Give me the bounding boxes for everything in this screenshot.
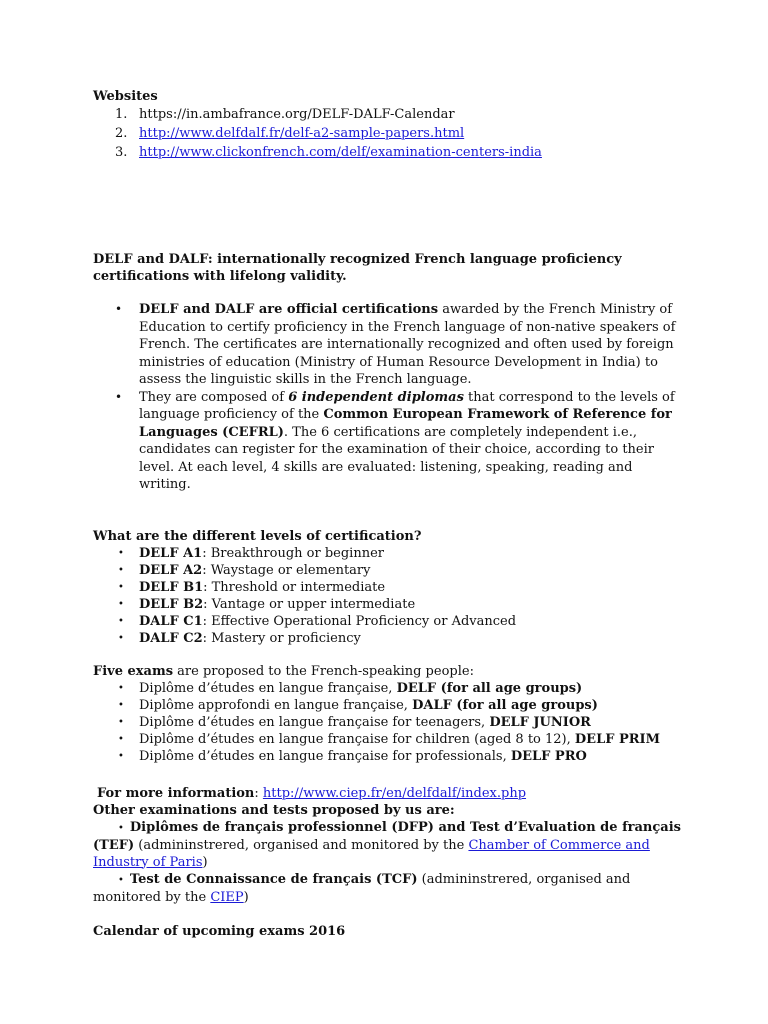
bullet-icon: • (118, 564, 124, 576)
exam-text: Diplôme d’études en langue française for children (aged 8 to 12), (139, 731, 575, 747)
clickonfrench-centers-link[interactable]: http://www.clickonfrench.com/delf/examination-centers-india (139, 145, 542, 160)
website-url-text: https://in.ambafrance.org/DELF-DALF-Calendar (139, 107, 455, 122)
list-item (93, 731, 683, 748)
level-code: DALF C1 (139, 613, 203, 629)
levels-list (93, 545, 683, 647)
official-text: awarded by the French Ministry of Education to certify proficiency in the French language of non-native speakers of French. The certificates are internationally recognized and often used by foreign ministries of education (Ministry of Human Resource Development in India) to assess the linguistic skills in the French language. (139, 302, 676, 387)
official-bold-text: DELF and DALF are official certifications (139, 302, 439, 317)
diplomas-text: . The 6 certifications are completely independent i.e., candidates can register for the examination of their choice, according to their level. At each level, 4 skills are evaluated: listening, speaking, reading and writing. (139, 424, 654, 492)
level-desc: : Effective Operational Proficiency or Advanced (202, 613, 517, 629)
exams-intro-text: are proposed to the French-speaking people: (173, 663, 474, 679)
exams-intro-bold: Five exams (93, 663, 174, 679)
exam-text: Diplôme d’études en langue française for teenagers, (139, 714, 490, 730)
list-item (93, 697, 683, 714)
level-code: DELF A1 (139, 545, 203, 561)
level-desc: : Waystage or elementary (202, 562, 371, 578)
list-number: 2. (115, 126, 128, 141)
other-exams-heading: Other examinations and tests proposed by us are: (93, 802, 455, 818)
bullet-icon: • (118, 750, 124, 762)
list-item (93, 105, 683, 124)
level-code: DELF A2 (139, 562, 203, 578)
official-certifications-list (93, 301, 683, 494)
tcf-close: ) (243, 889, 249, 905)
tcf-text: (admininstrered, organised and monitored by the (93, 871, 631, 905)
level-desc: : Breakthrough or beginner (202, 545, 384, 561)
bullet-icon: • (118, 632, 124, 644)
list-item (93, 545, 683, 562)
list-item (93, 579, 683, 596)
cefrl-bold-text: Common European Framework of Reference for Languages (CEFRL) (139, 407, 672, 440)
bullet-icon: • (118, 581, 124, 593)
ciep-delfdalf-link[interactable]: http://www.ciep.fr/en/delfdalf/index.php (262, 785, 527, 801)
list-item (93, 714, 683, 731)
more-info-colon: : (254, 785, 263, 801)
bullet-icon: • (115, 389, 123, 404)
level-code: DELF B1 (139, 579, 204, 595)
tcf-bold: Test de Connaissance de français (TCF) (129, 871, 418, 887)
exam-code: DALF (for all age groups) (412, 697, 598, 713)
delfdalf-sample-papers-link[interactable]: http://www.delfdalf.fr/delf-a2-sample-papers.html (139, 126, 465, 141)
bullet-icon: • (118, 682, 124, 694)
list-item (93, 748, 683, 765)
exam-code: DELF PRIM (574, 731, 661, 747)
diplomas-text: that correspond to the levels of language proficiency of the (139, 389, 675, 422)
dfp-tef-text: (admininstrered, organised and monitored by the (134, 837, 469, 853)
level-code: DALF C2 (139, 630, 203, 646)
exam-text: Diplôme d’études en langue française for professionals, (139, 748, 511, 764)
list-item (93, 143, 683, 162)
bullet-icon: • (118, 615, 124, 627)
diplomas-bold-text: 6 independent diplomas (288, 389, 464, 405)
list-number: 3. (115, 145, 128, 160)
level-desc: : Vantage or upper intermediate (203, 596, 416, 612)
dfp-tef-paragraph (93, 819, 683, 871)
ciep-link[interactable]: CIEP (210, 889, 244, 905)
bullet-icon: • (118, 733, 124, 745)
list-item (93, 124, 683, 143)
exams-intro (93, 663, 683, 680)
bullet-icon: • (118, 822, 124, 834)
bullet-icon: • (118, 699, 124, 711)
chamber-of-commerce-link[interactable]: Chamber of Commerce and Industry of Paris (93, 837, 650, 870)
exam-code: DELF JUNIOR (489, 714, 591, 730)
dfp-tef-close: ) (202, 854, 208, 870)
list-item (93, 596, 683, 613)
list-item (93, 680, 683, 697)
websites-list (93, 105, 683, 162)
exam-code: DELF PRO (510, 748, 587, 764)
exam-text: Diplôme d’études en langue française, (139, 680, 397, 696)
websites-heading: Websites (93, 89, 158, 104)
document-page (93, 88, 683, 940)
bullet-icon: • (115, 302, 123, 316)
exam-text: Diplôme approfondi en langue française, (139, 697, 413, 713)
list-item (93, 562, 683, 579)
list-item (93, 613, 683, 630)
calendar-heading: Calendar of upcoming exams 2016 (93, 923, 346, 939)
bullet-icon: • (118, 598, 124, 610)
list-number: 1. (115, 107, 128, 122)
exams-list (93, 680, 683, 765)
bullet-icon: • (118, 874, 124, 886)
level-desc: : Mastery or proficiency (202, 630, 361, 646)
tcf-paragraph (93, 871, 683, 906)
more-info-line (93, 785, 683, 802)
bullet-icon: • (118, 547, 124, 559)
intro-heading: DELF and DALF: internationally recognized French language proficiency certifications with lifelong validity. (93, 252, 622, 284)
diplomas-text: They are composed of (139, 389, 289, 405)
list-item (93, 301, 683, 389)
list-item (93, 630, 683, 647)
level-desc: : Threshold or intermediate (203, 579, 386, 595)
exam-code: DELF (for all age groups) (396, 680, 583, 696)
dfp-tef-bold: Diplômes de français professionnel (DFP) and Test d’Evaluation de français (TEF) (93, 819, 681, 853)
more-info-label: For more information (97, 785, 255, 801)
level-code: DELF B2 (139, 596, 204, 612)
levels-heading: What are the different levels of certification? (93, 528, 422, 544)
list-item (93, 389, 683, 494)
bullet-icon: • (118, 716, 124, 728)
